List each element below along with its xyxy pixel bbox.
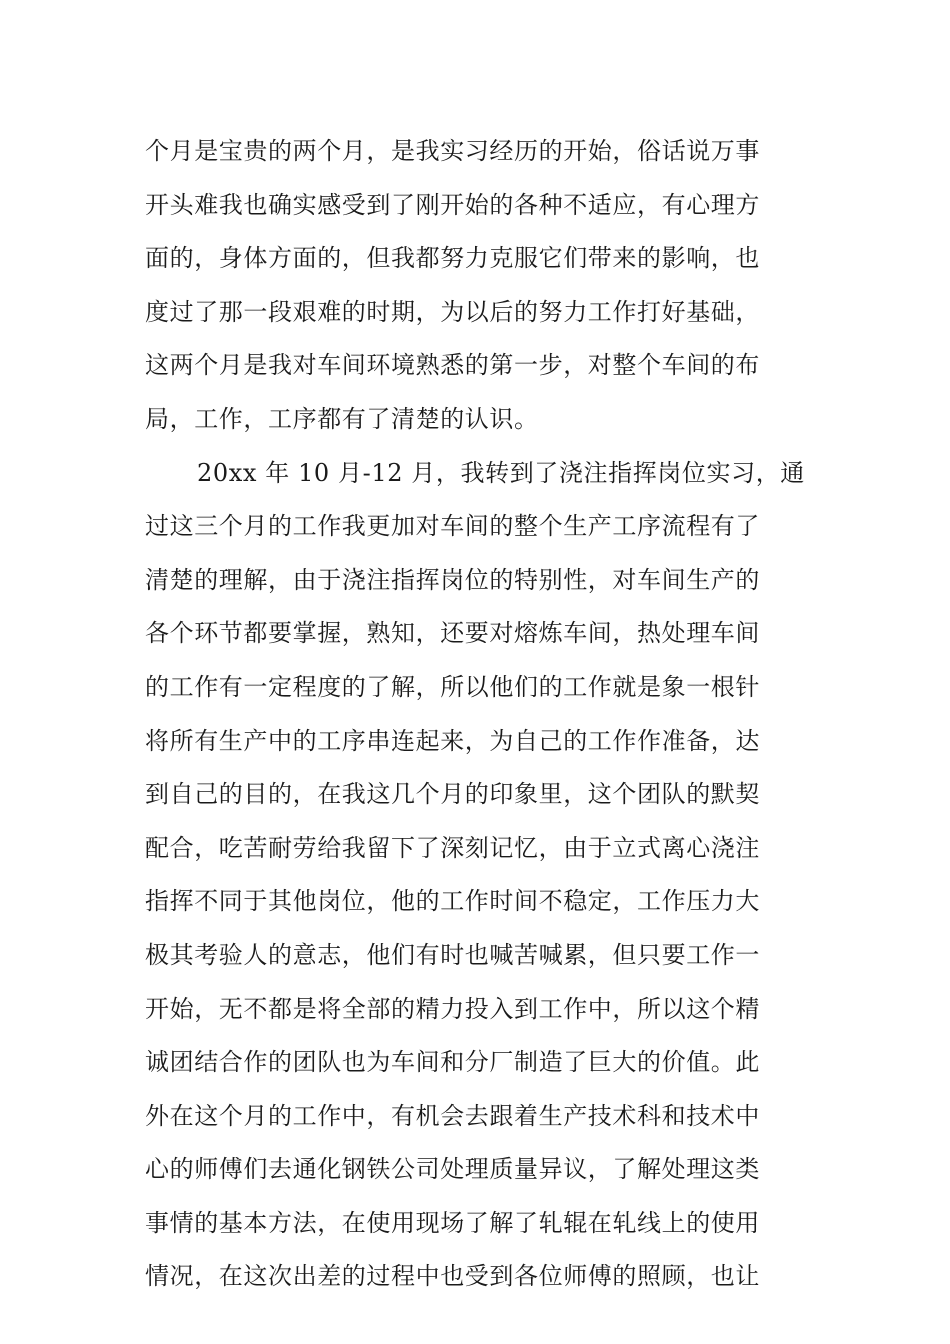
text-line: 度过了那一段艰难的时期，为以后的努力工作打好基础， xyxy=(145,297,760,326)
text-line: 到自己的目的，在我这几个月的印象里，这个团队的默契 xyxy=(145,780,760,809)
text-line: 局，工作，工序都有了清楚的认识。 xyxy=(145,404,539,433)
text-line: 外在这个月的工作中，有机会去跟着生产技术科和技术中 xyxy=(145,1101,760,1130)
text-line: 指挥不同于其他岗位，他的工作时间不稳定，工作压力大 xyxy=(145,887,760,916)
text-line: 过这三个月的工作我更加对车间的整个生产工序流程有了 xyxy=(145,512,760,541)
text-line: 情况，在这次出差的过程中也受到各位师傅的照顾，也让 xyxy=(145,1262,760,1291)
paragraph-first-line: 20xx 年 10 月-12 月，我转到了浇注指挥岗位实习，通 xyxy=(197,458,805,487)
text-line: 各个环节都要掌握，熟知，还要对熔炼车间，热处理车间 xyxy=(145,619,760,648)
text-line: 开始，无不都是将全部的精力投入到工作中，所以这个精 xyxy=(145,994,760,1023)
text-line: 诚团结合作的团队也为车间和分厂制造了巨大的价值。此 xyxy=(145,1048,760,1077)
text-line: 心的师傅们去通化钢铁公司处理质量异议，了解处理这类 xyxy=(145,1155,760,1184)
text-line: 这两个月是我对车间环境熟悉的第一步，对整个车间的布 xyxy=(145,351,760,380)
text-line: 清楚的理解，由于浇注指挥岗位的特别性，对车间生产的 xyxy=(145,565,760,594)
text-line: 开头难我也确实感受到了刚开始的各种不适应，有心理方 xyxy=(145,190,760,219)
text-line: 配合，吃苦耐劳给我留下了深刻记忆，由于立式离心浇注 xyxy=(145,833,760,862)
text-line: 个月是宝贵的两个月，是我实习经历的开始，俗话说万事 xyxy=(145,137,760,165)
text-line: 极其考验人的意志，他们有时也喊苦喊累，但只要工作一 xyxy=(145,940,760,969)
document-body xyxy=(145,125,815,1304)
text-line: 的工作有一定程度的了解，所以他们的工作就是象一根针 xyxy=(145,672,760,701)
text-line: 事情的基本方法，在使用现场了解了轧辊在轧线上的使用 xyxy=(145,1208,760,1237)
text-line: 面的，身体方面的，但我都努力克服它们带来的影响，也 xyxy=(145,244,760,273)
text-line: 将所有生产中的工序串连起来，为自己的工作作准备，达 xyxy=(145,726,760,755)
